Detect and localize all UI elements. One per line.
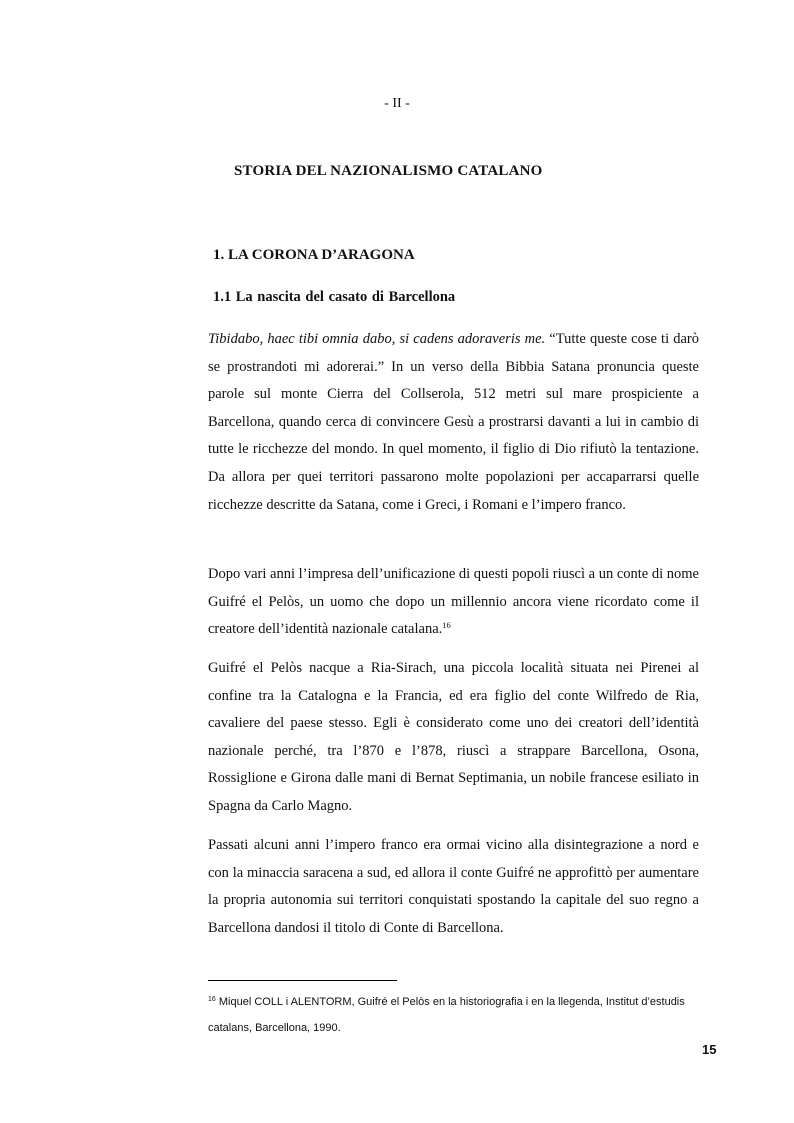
footnote-reference[interactable]: 16 [442,620,451,631]
page-number: 15 [702,1042,717,1057]
footnote-number: 16 [208,996,216,1003]
paragraph-3-text: Guifré el Pelòs nacque a Ria-Sirach, una piccola località situata nei Pirenei al confine tra la Catalogna e la Francia, ed era figlio del conte Wilfredo de Ria, cavaliere del paese stesso. Egli è considerato come uno dei creatori dell’identità nazionale perché, tra l’870 e l’878, riuscì a strappare Barcellona, Osona, Rossiglione e Girona dalle mani di Bernat Septimania, un nobile francese esiliato in Spagna da Carlo Magno. [208,660,699,814]
paragraph-3 [208,655,699,821]
section-heading: 1. LA CORONA D’ARAGONA [213,247,415,263]
paragraph-2 [208,561,699,644]
paragraph-4 [208,832,699,942]
paragraph-1-text: “Tutte queste cose ti darò se prostrandoti mi adorerai.” In un verso della Bibbia Satana pronuncia queste parole sul monte Cierra del Collserola, 512 metri sul mare prospiciente a Barcellona, quando cerca di convincere Gesù a prostrarsi davanti a lui in cambio di tutte le ricchezze del mondo. In quel momento, il figlio di Dio rifiutò la tentazione. Da allora per quei territori passarono molte popolazioni per accaparrarsi quelle ricchezze descritte da Satana, come i Greci, i Romani e l’impero franco. [208,331,700,513]
subsection-heading: 1.1 La nascita del casato di Barcellona [213,289,456,305]
paragraph-2-text: Dopo vari anni l’impresa dell’unificazione di questi popoli riuscì a un conte di nome Guifré el Pelòs, un uomo che dopo un millennio ancora viene ricordato come il creatore dell’identità nazionale catalana. [208,566,699,638]
chapter-title: STORIA DEL NAZIONALISMO CATALANO [234,163,543,179]
latin-quote: Tibidabo, haec tibi omnia dabo, si cadens adoraveris me. [208,331,546,347]
footnote-divider [208,980,397,981]
paragraph-1 [208,326,699,519]
paragraph-4-text: Passati alcuni anni l’impero franco era ormai vicino alla disintegrazione a nord e con la minaccia saracena a sud, ed allora il conte Guifré ne approfittò per aumentare la propria autonomia sui territori conquistati spostando la capitale del suo regno a Barcellona dandosi il titolo di Conte di Barcellona. [208,837,699,936]
footnote [208,989,708,1041]
footnote-text: Miquel COLL i ALENTORM, Guifré el Pelòs en la historiografia i en la llegenda, Institut d’estudis catalans, Barcellona, 1990. [208,996,685,1034]
chapter-number: - II - [384,96,410,111]
